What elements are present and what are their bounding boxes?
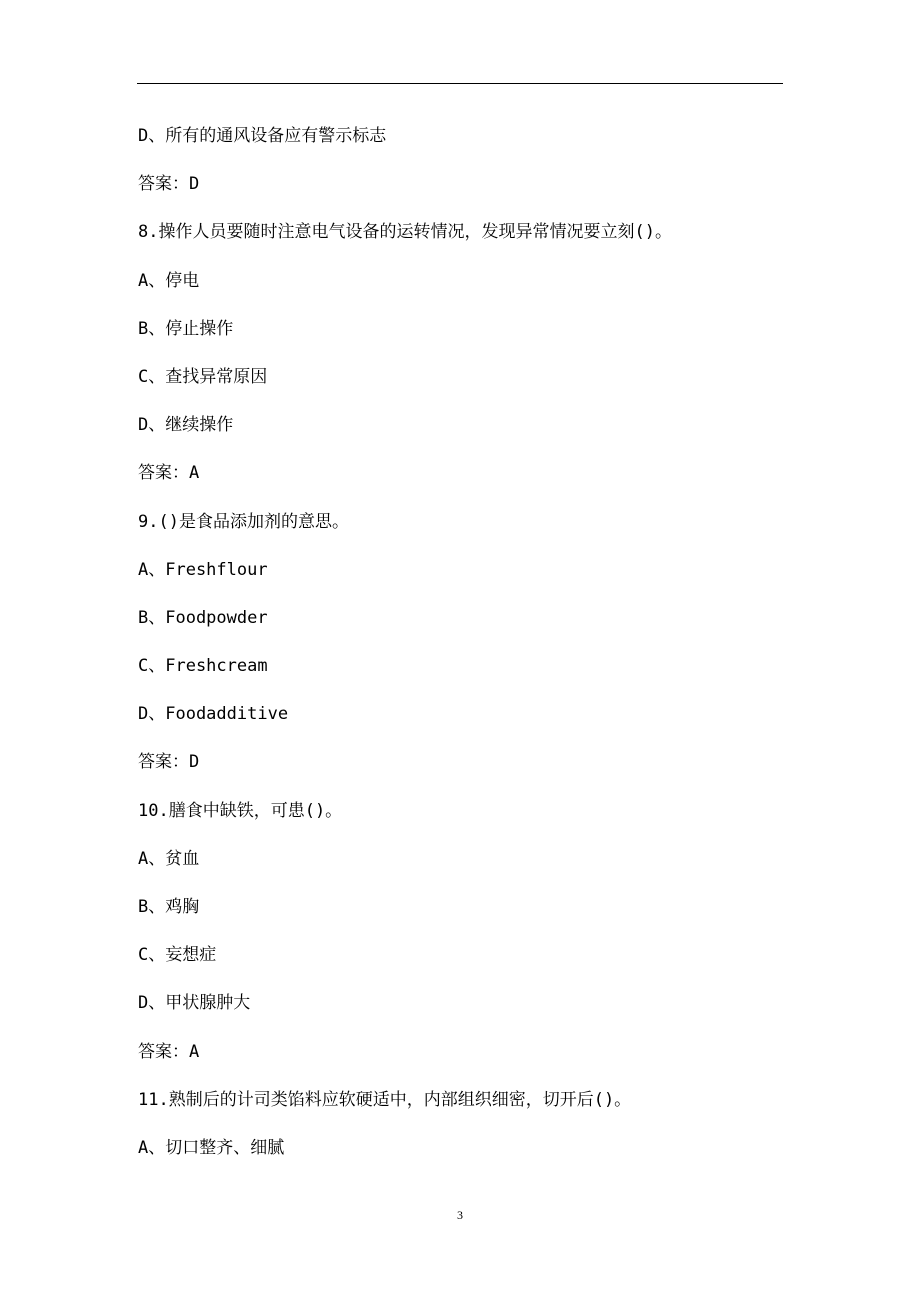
option-line: D、Foodadditive (138, 704, 289, 725)
page-content (138, 118, 788, 1178)
question-line: 10.膳食中缺铁，可患()。 (138, 800, 343, 821)
option-line: C、妄想症 (138, 945, 217, 966)
page-number: 3 (457, 1208, 463, 1222)
answer-line: 答案：A (138, 1041, 200, 1062)
option-line: A、Freshflour (138, 559, 268, 580)
option-line: A、停电 (138, 270, 200, 291)
answer-line: 答案：A (138, 463, 200, 484)
option-line: B、鸡胸 (138, 897, 200, 917)
option-line: D、甲状腺肿大 (138, 993, 251, 1014)
answer-line: 答案：D (138, 752, 200, 773)
option-line: B、Foodpowder (138, 607, 268, 628)
option-line: C、Freshcream (138, 656, 268, 677)
option-line: C、查找异常原因 (138, 366, 268, 387)
option-line: D、继续操作 (138, 415, 234, 436)
option-line: D、所有的通风设备应有警示标志 (138, 126, 387, 146)
option-line: B、停止操作 (138, 318, 234, 339)
question-line: 11.熟制后的计司类馅料应软硬适中，内部组织细密，切开后()。 (138, 1089, 632, 1110)
header-rule (137, 83, 783, 84)
option-line: A、贫血 (138, 848, 200, 869)
question-line: 8.操作人员要随时注意电气设备的运转情况，发现异常情况要立刻()。 (138, 222, 672, 243)
answer-line: 答案：D (138, 174, 200, 195)
question-line: 9.()是食品添加剂的意思。 (138, 511, 349, 532)
option-line: A、切口整齐、细腻 (138, 1137, 285, 1158)
